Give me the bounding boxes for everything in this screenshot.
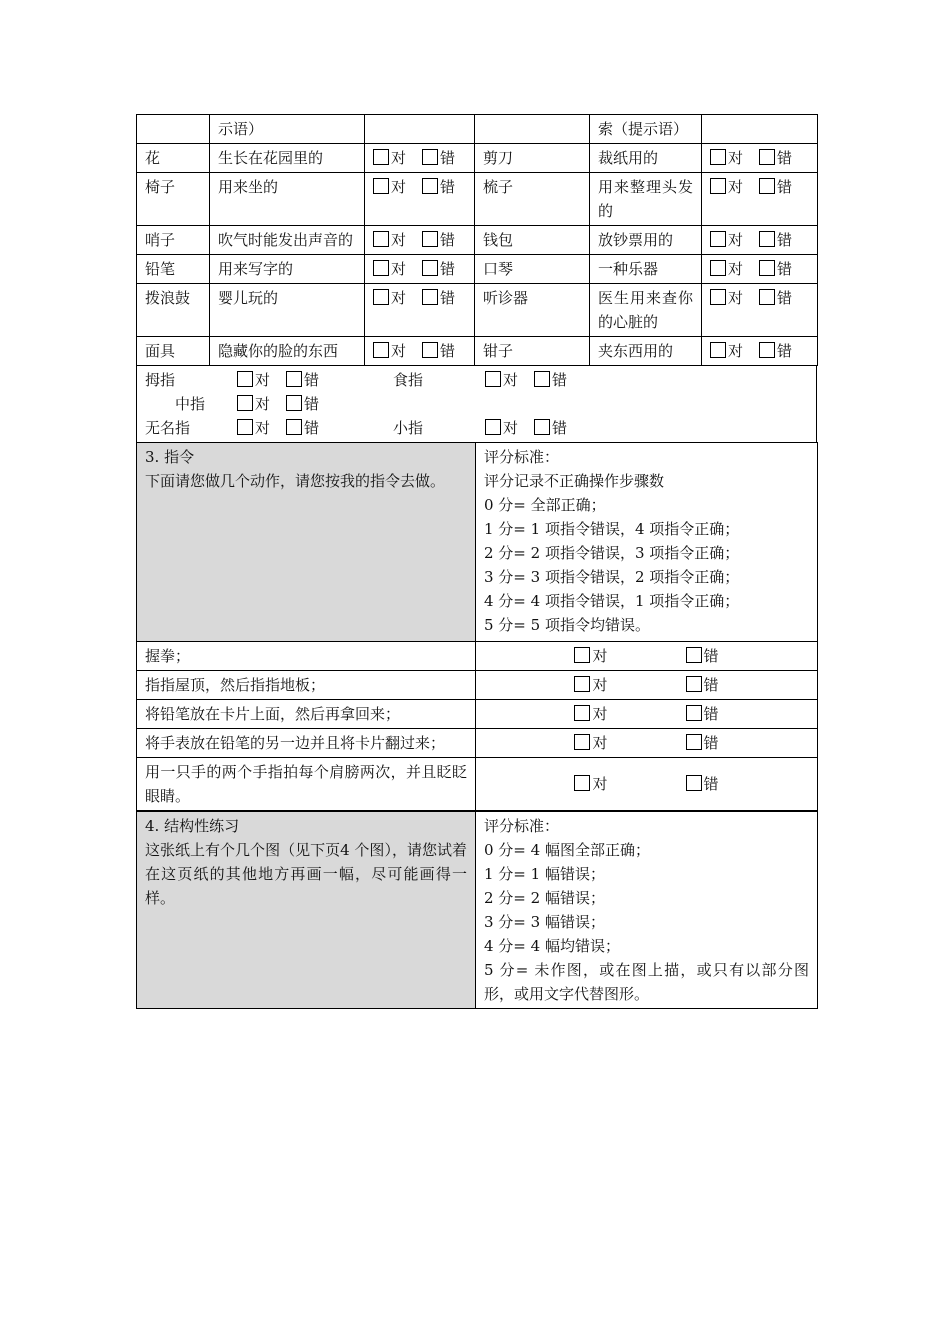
section-4-row — [137, 812, 818, 1009]
checkbox-icon[interactable] — [534, 371, 550, 387]
finger-label: 拇指 — [145, 371, 176, 389]
checkbox-label: 错 — [552, 419, 568, 437]
checkbox-label: 对 — [728, 260, 744, 278]
wrong-checkbox[interactable] — [534, 416, 567, 440]
correct-checkbox[interactable] — [574, 673, 607, 697]
criteria-line: 5 分= 未作图，或在图上描，或只有以部分图形，或用文字代替图形。 — [484, 961, 809, 1003]
checkbox-icon[interactable] — [686, 676, 702, 692]
section-3-criteria — [476, 443, 818, 642]
checkbox-icon[interactable] — [574, 734, 590, 750]
checkbox-icon[interactable] — [373, 289, 389, 305]
command-answer — [476, 642, 818, 671]
answer-choices — [373, 149, 455, 167]
correct-checkbox[interactable] — [574, 702, 607, 726]
wrong-checkbox[interactable] — [534, 368, 567, 392]
correct-checkbox[interactable] — [373, 228, 406, 252]
checkbox-label: 错 — [777, 342, 793, 360]
checkbox-label: 错 — [777, 149, 793, 167]
checkbox-label: 错 — [703, 676, 719, 694]
checkbox-label: 对 — [728, 289, 744, 307]
command-text: 将铅笔放在卡片上面，然后再拿回来； — [137, 700, 476, 729]
item-name: 口琴 — [475, 255, 590, 284]
item-name: 面具 — [137, 337, 210, 366]
checkbox-label: 对 — [728, 231, 744, 249]
wrong-checkbox[interactable] — [286, 416, 319, 440]
checkbox-icon[interactable] — [422, 149, 438, 165]
command-answer — [476, 729, 818, 758]
item-answer — [702, 337, 818, 366]
correct-checkbox[interactable] — [710, 339, 743, 363]
correct-checkbox[interactable] — [574, 731, 607, 755]
checkbox-label: 对 — [728, 178, 744, 196]
checkbox-label: 对 — [255, 371, 271, 389]
checkbox-icon[interactable] — [686, 705, 702, 721]
checkbox-label: 对 — [391, 149, 407, 167]
fingers-line-2 — [145, 416, 808, 440]
answer-choices — [574, 647, 718, 665]
item-name: 听诊器 — [475, 284, 590, 337]
item-cue: 夹东西用的 — [590, 337, 702, 366]
checkbox-icon[interactable] — [574, 676, 590, 692]
checkbox-label: 错 — [304, 419, 320, 437]
criteria-line: 0 分= 全部正确； — [484, 496, 606, 514]
checkbox-icon[interactable] — [710, 231, 726, 247]
checkbox-icon[interactable] — [759, 231, 775, 247]
item-cue: 吹气时能发出声音的 — [210, 226, 365, 255]
fingers-table — [136, 366, 817, 442]
criteria-line: 0 分= 4 幅图全部正确； — [484, 841, 650, 859]
criteria-line: 1 分= 1 幅错误； — [484, 865, 605, 883]
checkbox-icon[interactable] — [237, 371, 253, 387]
item-cue: 裁纸用的 — [590, 144, 702, 173]
section-3-table — [136, 442, 818, 811]
checkbox-label: 错 — [552, 371, 568, 389]
naming-row — [137, 255, 818, 284]
command-row — [137, 758, 818, 811]
naming-row — [137, 226, 818, 255]
checkbox-icon[interactable] — [574, 705, 590, 721]
item-name: 拨浪鼓 — [137, 284, 210, 337]
item-cue: 用来整理头发的 — [590, 173, 702, 226]
checkbox-label: 对 — [592, 647, 608, 665]
checkbox-label: 对 — [503, 371, 519, 389]
naming-row — [137, 284, 818, 337]
wrong-checkbox[interactable] — [759, 257, 792, 281]
answer-choices — [373, 231, 455, 249]
section-3-instruction: 下面请您做几个动作，请您按我的指令去做。 — [145, 472, 446, 490]
naming-row — [137, 337, 818, 366]
answer-choices — [710, 178, 792, 196]
command-text: 将手表放在铅笔的另一边并且将卡片翻过来； — [137, 729, 476, 758]
wrong-checkbox[interactable] — [686, 772, 719, 796]
correct-checkbox[interactable] — [237, 416, 270, 440]
item-cue: 隐藏你的脸的东西 — [210, 337, 365, 366]
checkbox-icon[interactable] — [286, 371, 302, 387]
command-answer — [476, 671, 818, 700]
finger-item — [145, 416, 393, 440]
finger-label: 食指 — [393, 371, 424, 389]
criteria-line: 3 分= 3 幅错误； — [484, 913, 605, 931]
criteria-line: 5 分= 5 项指令均错误。 — [484, 616, 650, 634]
answer-choices — [710, 260, 792, 278]
command-row — [137, 671, 818, 700]
naming-table — [136, 114, 818, 366]
correct-checkbox[interactable] — [373, 339, 406, 363]
section-4-criteria — [476, 812, 818, 1009]
item-answer — [365, 337, 475, 366]
checkbox-icon[interactable] — [286, 395, 302, 411]
checkbox-label: 错 — [703, 705, 719, 723]
item-cue: 一种乐器 — [590, 255, 702, 284]
checkbox-label: 对 — [592, 734, 608, 752]
fingers-line-1 — [145, 368, 808, 416]
checkbox-icon[interactable] — [485, 371, 501, 387]
correct-checkbox[interactable] — [574, 772, 607, 796]
answer-choices — [373, 260, 455, 278]
correct-checkbox[interactable] — [485, 368, 518, 392]
checkbox-label: 对 — [592, 775, 608, 793]
section-3-criteria-title: 评分标准： — [484, 448, 560, 466]
checkbox-label: 对 — [391, 289, 407, 307]
answer-choices — [237, 419, 319, 437]
wrong-checkbox[interactable] — [759, 228, 792, 252]
correct-checkbox[interactable] — [373, 257, 406, 281]
checkbox-icon[interactable] — [422, 231, 438, 247]
fingers-row-1 — [137, 366, 817, 442]
naming-rows — [137, 144, 818, 366]
checkbox-label: 错 — [304, 371, 320, 389]
checkbox-icon[interactable] — [373, 149, 389, 165]
item-name: 钱包 — [475, 226, 590, 255]
checkbox-label: 错 — [703, 775, 719, 793]
correct-checkbox[interactable] — [710, 146, 743, 170]
checkbox-label: 错 — [777, 178, 793, 196]
checkbox-icon[interactable] — [373, 178, 389, 194]
answer-choices — [373, 342, 455, 360]
section-4-instruction: 这张纸上有个几个图（见下页4 个图），请您试着在这页纸的其他地方再画一幅，尽可能画得一样。 — [145, 841, 467, 907]
command-text: 指指屋顶，然后指指地板； — [137, 671, 476, 700]
checkbox-label: 对 — [728, 342, 744, 360]
criteria-line: 2 分= 2 幅错误； — [484, 889, 605, 907]
item-name: 梳子 — [475, 173, 590, 226]
correct-checkbox[interactable] — [237, 368, 270, 392]
answer-choices — [710, 289, 792, 307]
item-cue: 用来坐的 — [210, 173, 365, 226]
checkbox-icon[interactable] — [286, 419, 302, 435]
section-4-title: 4. 结构性练习 — [145, 817, 240, 835]
criteria-line: 4 分= 4 幅均错误； — [484, 937, 620, 955]
naming-row — [137, 173, 818, 226]
criteria-line: 3 分= 3 项指令错误，2 项指令正确； — [484, 568, 740, 586]
finger-label: 小指 — [393, 419, 424, 437]
item-answer — [365, 173, 475, 226]
checkbox-label: 对 — [728, 149, 744, 167]
checkbox-icon[interactable] — [759, 149, 775, 165]
checkbox-icon[interactable] — [422, 289, 438, 305]
section-3-commands — [137, 642, 818, 811]
checkbox-label: 对 — [391, 342, 407, 360]
answer-choices — [485, 371, 567, 389]
checkbox-label: 错 — [703, 647, 719, 665]
item-answer — [702, 173, 818, 226]
finger-item — [145, 392, 345, 416]
correct-checkbox[interactable] — [373, 286, 406, 310]
wrong-checkbox[interactable] — [286, 392, 319, 416]
answer-choices — [710, 149, 792, 167]
checkbox-icon[interactable] — [710, 289, 726, 305]
item-name: 铅笔 — [137, 255, 210, 284]
answer-choices — [574, 775, 718, 793]
checkbox-icon[interactable] — [373, 342, 389, 358]
checkbox-label: 错 — [703, 734, 719, 752]
wrong-checkbox[interactable] — [686, 731, 719, 755]
checkbox-icon[interactable] — [686, 647, 702, 663]
checkbox-label: 对 — [391, 178, 407, 196]
checkbox-label: 错 — [440, 289, 456, 307]
checkbox-label: 对 — [255, 419, 271, 437]
checkbox-label: 对 — [503, 419, 519, 437]
section-3-header — [137, 443, 818, 642]
checkbox-icon[interactable] — [710, 342, 726, 358]
wrong-checkbox[interactable] — [759, 286, 792, 310]
answer-choices — [373, 178, 455, 196]
checkbox-icon[interactable] — [422, 260, 438, 276]
checkbox-icon[interactable] — [710, 149, 726, 165]
section-4-criteria-title: 评分标准： — [484, 817, 560, 835]
wrong-checkbox[interactable] — [286, 368, 319, 392]
answer-choices — [574, 676, 718, 694]
checkbox-icon[interactable] — [373, 231, 389, 247]
checkbox-label: 错 — [304, 395, 320, 413]
assessment-form — [136, 114, 817, 1009]
checkbox-label: 对 — [391, 260, 407, 278]
checkbox-label: 对 — [592, 705, 608, 723]
correct-checkbox[interactable] — [710, 286, 743, 310]
item-name: 剪刀 — [475, 144, 590, 173]
section-3-title: 3. 指令 — [145, 448, 195, 466]
right-cue-header: 索（提示语） — [590, 115, 702, 144]
answer-choices — [237, 395, 319, 413]
item-name: 钳子 — [475, 337, 590, 366]
correct-checkbox[interactable] — [574, 644, 607, 668]
checkbox-icon[interactable] — [574, 775, 590, 791]
wrong-checkbox[interactable] — [686, 673, 719, 697]
finger-item — [145, 368, 393, 392]
correct-checkbox[interactable] — [710, 257, 743, 281]
answer-choices — [373, 289, 455, 307]
wrong-checkbox[interactable] — [422, 228, 455, 252]
checkbox-label: 错 — [777, 289, 793, 307]
item-answer — [365, 226, 475, 255]
wrong-checkbox[interactable] — [422, 146, 455, 170]
item-answer — [702, 255, 818, 284]
item-name: 花 — [137, 144, 210, 173]
command-text: 握拳； — [137, 642, 476, 671]
naming-header-row — [137, 115, 818, 144]
item-cue: 婴儿玩的 — [210, 284, 365, 337]
criteria-line: 评分记录不正确操作步骤数 — [484, 472, 665, 490]
answer-choices — [710, 231, 792, 249]
checkbox-icon[interactable] — [485, 419, 501, 435]
wrong-checkbox[interactable] — [759, 339, 792, 363]
wrong-checkbox[interactable] — [422, 286, 455, 310]
checkbox-icon[interactable] — [710, 260, 726, 276]
command-answer — [476, 758, 818, 811]
item-name: 椅子 — [137, 173, 210, 226]
checkbox-label: 错 — [777, 260, 793, 278]
checkbox-icon[interactable] — [686, 775, 702, 791]
checkbox-icon[interactable] — [686, 734, 702, 750]
finger-label: 无名指 — [145, 419, 191, 437]
command-row — [137, 729, 818, 758]
wrong-checkbox[interactable] — [422, 339, 455, 363]
item-answer — [365, 255, 475, 284]
checkbox-icon[interactable] — [710, 178, 726, 194]
finger-label: 中指 — [175, 395, 206, 413]
wrong-checkbox[interactable] — [686, 644, 719, 668]
answer-choices — [485, 419, 567, 437]
section-3-intro — [137, 443, 476, 642]
checkbox-icon[interactable] — [759, 178, 775, 194]
wrong-checkbox[interactable] — [686, 702, 719, 726]
correct-checkbox[interactable] — [237, 392, 270, 416]
answer-choices — [574, 705, 718, 723]
wrong-checkbox[interactable] — [759, 146, 792, 170]
checkbox-label: 对 — [391, 231, 407, 249]
command-text: 用一只手的两个手指拍每个肩膀两次，并且眨眨眼睛。 — [137, 758, 476, 811]
finger-item — [393, 416, 619, 440]
item-answer — [702, 284, 818, 337]
wrong-checkbox[interactable] — [759, 175, 792, 199]
checkbox-icon[interactable] — [759, 342, 775, 358]
item-name: 哨子 — [137, 226, 210, 255]
answer-choices — [237, 371, 319, 389]
item-cue: 医生用来查你的心脏的 — [590, 284, 702, 337]
checkbox-label: 错 — [440, 149, 456, 167]
checkbox-icon[interactable] — [759, 289, 775, 305]
correct-checkbox[interactable] — [710, 228, 743, 252]
criteria-line: 4 分= 4 项指令错误，1 项指令正确； — [484, 592, 740, 610]
wrong-checkbox[interactable] — [422, 257, 455, 281]
wrong-checkbox[interactable] — [422, 175, 455, 199]
naming-row — [137, 144, 818, 173]
checkbox-icon[interactable] — [422, 178, 438, 194]
correct-checkbox[interactable] — [373, 175, 406, 199]
finger-item — [393, 368, 619, 392]
left-cue-header: 示语） — [210, 115, 365, 144]
item-answer — [365, 144, 475, 173]
section-4-table — [136, 811, 818, 1009]
item-cue: 用来写字的 — [210, 255, 365, 284]
checkbox-icon[interactable] — [759, 260, 775, 276]
item-cue: 放钞票用的 — [590, 226, 702, 255]
checkbox-icon[interactable] — [237, 395, 253, 411]
checkbox-icon[interactable] — [422, 342, 438, 358]
checkbox-label: 错 — [440, 178, 456, 196]
checkbox-label: 对 — [255, 395, 271, 413]
answer-choices — [710, 342, 792, 360]
correct-checkbox[interactable] — [710, 175, 743, 199]
answer-choices — [574, 734, 718, 752]
item-answer — [702, 226, 818, 255]
checkbox-icon[interactable] — [373, 260, 389, 276]
correct-checkbox[interactable] — [485, 416, 518, 440]
checkbox-icon[interactable] — [237, 419, 253, 435]
command-row — [137, 642, 818, 671]
command-row — [137, 700, 818, 729]
checkbox-label: 错 — [777, 231, 793, 249]
criteria-line: 2 分= 2 项指令错误，3 项指令正确； — [484, 544, 740, 562]
checkbox-label: 错 — [440, 342, 456, 360]
criteria-line: 1 分= 1 项指令错误，4 项指令正确； — [484, 520, 740, 538]
checkbox-label: 错 — [440, 231, 456, 249]
checkbox-icon[interactable] — [574, 647, 590, 663]
item-answer — [365, 284, 475, 337]
checkbox-label: 错 — [440, 260, 456, 278]
command-answer — [476, 700, 818, 729]
correct-checkbox[interactable] — [373, 146, 406, 170]
item-answer — [702, 144, 818, 173]
item-cue: 生长在花园里的 — [210, 144, 365, 173]
section-4-intro — [137, 812, 476, 1009]
checkbox-icon[interactable] — [534, 419, 550, 435]
checkbox-label: 对 — [592, 676, 608, 694]
